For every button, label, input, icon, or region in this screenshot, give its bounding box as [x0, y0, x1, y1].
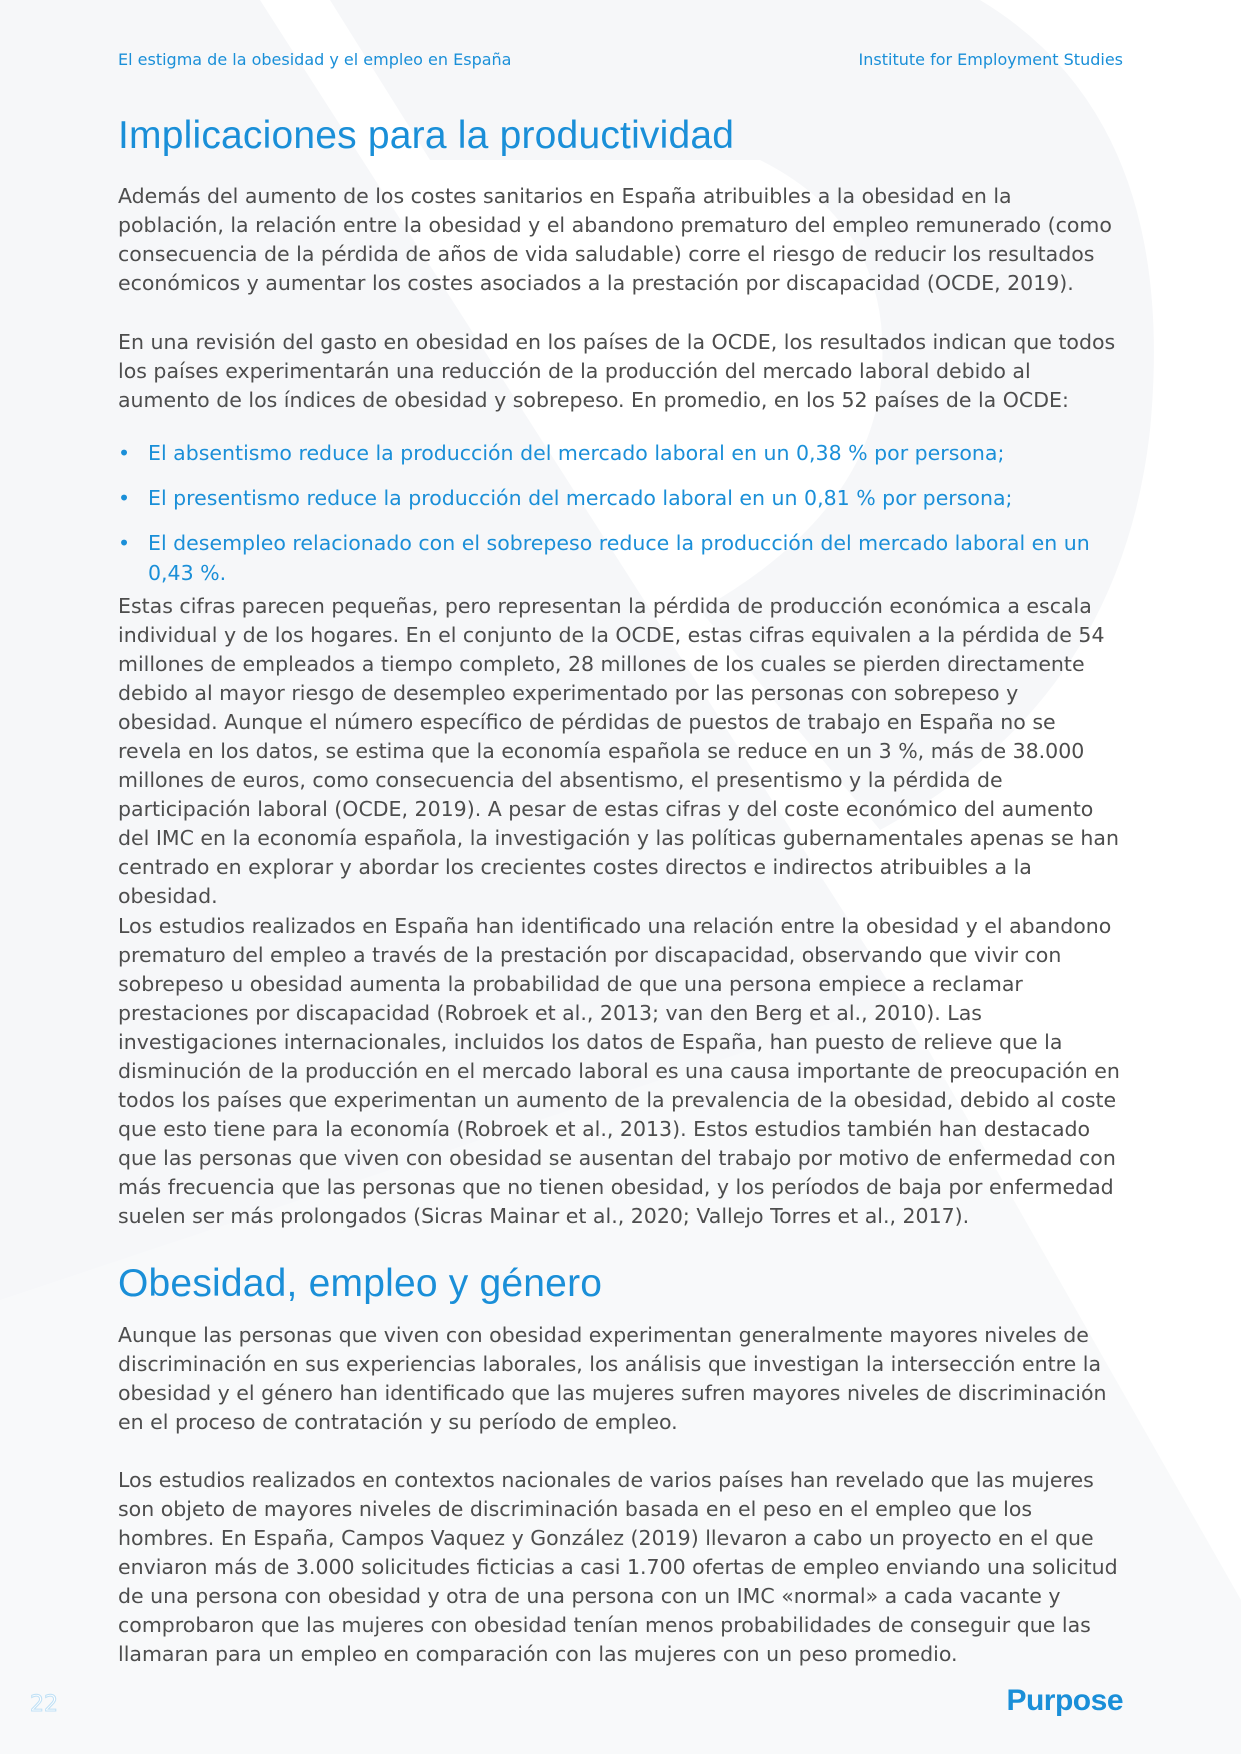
- paragraph: Estas cifras parecen pequeñas, pero representan la pérdida de producción económica a escala individual y de los hogares. En el conjunto de la OCDE, estas cifras equivalen a la pérdida de 54 millones de empleados a tiempo completo, 28 millones de los cuales se pierden directamente debido al mayor riesgo de desempleo experimentado por las personas con sobrepeso y obesidad. Aunque el número específico de pérdidas de puestos de trabajo en España no se revela en los datos, se estima que la economía española se reduce en un 3 %, más de 38.000 millones de euros, como consecuencia del absentismo, el presentismo y la pérdida de participación laboral (OCDE, 2019). A pesar de estas cifras y del coste económico del aumento del IMC en la economía española, la investigación y las políticas gubernamentales apenas se han centrado en explorar y abordar los crecientes costes directos e indirectos atribuibles a la obesidad.: [118, 594, 1119, 908]
- list-item: • El presentismo reduce la producción del mercado laboral en un 0,81 % por persona;: [118, 483, 1128, 513]
- paragraph: Los estudios realizados en España han identificado una relación entre la obesidad y el abandono prematuro del empleo a través de la prestación por discapacidad, observando que vivir con sobrepeso u obesidad aumenta la probabilidad de que una persona empiece a reclamar prestaciones por discapacidad (Robroek et al., 2013; van den Berg et al., 2010). Las investigaciones internacionales, incluidos los datos de España, han puesto de relieve que la disminución de la producción en el mercado laboral es una causa importante de preocupación en todos los países que experimentan un aumento de la prevalencia de la obesidad, debido al coste que esto tiene para la economía (Robroek et al., 2013). Estos estudios también han destacado que las personas que viven con obesidad se ausentan del trabajo por motivo de enfermedad con más frecuencia que las personas que no tienen obesidad, y los períodos de baja por enfermedad suelen ser más prolongados (Sicras Mainar et al., 2020; Vallejo Torres et al., 2017).: [118, 914, 1120, 1228]
- purpose-logo: Purpose: [1006, 1684, 1123, 1717]
- bullet-list: [118, 438, 1128, 603]
- section-heading-gender: Obesidad, empleo y género: [118, 1262, 603, 1305]
- paragraph: Los estudios realizados en contextos nacionales de varios países han revelado que las mujeres son objeto de mayores niveles de discriminación basada en el peso en el empleo que los hombres. En España, Campos Vaquez y González (2019) llevaron a cabo un proyecto en el que enviaron más de 3.000 solicitudes ficticias a casi 1.700 ofertas de empleo enviando una solicitud de una persona con obesidad y otra de una persona con un IMC «normal» a cada vacante y comprobaron que las mujeres con obesidad tenían menos probabilidades de conseguir que las llamaran para un empleo en comparación con las mujeres con un peso promedio.: [118, 1468, 1118, 1666]
- paragraph: Además del aumento de los costes sanitarios en España atribuibles a la obesidad en la población, la relación entre la obesidad y el abandono prematuro del empleo remunerado (como consecuencia de la pérdida de años de vida saludable) corre el riesgo de reducir los resultados económicos y aumentar los costes asociados a la prestación por discapacidad (OCDE, 2019).: [118, 184, 1112, 295]
- running-header: [118, 50, 1123, 69]
- section-heading-productivity: Implicaciones para la productividad: [118, 114, 735, 157]
- paragraph: En una revisión del gasto en obesidad en los países de la OCDE, los resultados indican que todos los países experimentarán una reducción de la producción del mercado laboral debido al aumento de los índices de obesidad y sobrepeso. En promedio, en los 52 países de la OCDE:: [118, 330, 1116, 412]
- page-number: 22: [30, 1692, 58, 1717]
- header-institution: Institute for Employment Studies: [858, 50, 1123, 69]
- header-document-title: El estigma de la obesidad y el empleo en España: [118, 50, 512, 69]
- paragraph: Aunque las personas que viven con obesidad experimentan generalmente mayores niveles de discriminación en sus experiencias laborales, los análisis que investigan la intersección entre la obesidad y el género han identificado que las mujeres sufren mayores niveles de discriminación en el proceso de contratación y su período de empleo.: [118, 1323, 1107, 1434]
- list-item: • El absentismo reduce la producción del mercado laboral en un 0,38 % por persona;: [118, 438, 1128, 468]
- list-item: • El desempleo relacionado con el sobrepeso reduce la producción del mercado laboral en un 0,43 %.: [118, 528, 1128, 588]
